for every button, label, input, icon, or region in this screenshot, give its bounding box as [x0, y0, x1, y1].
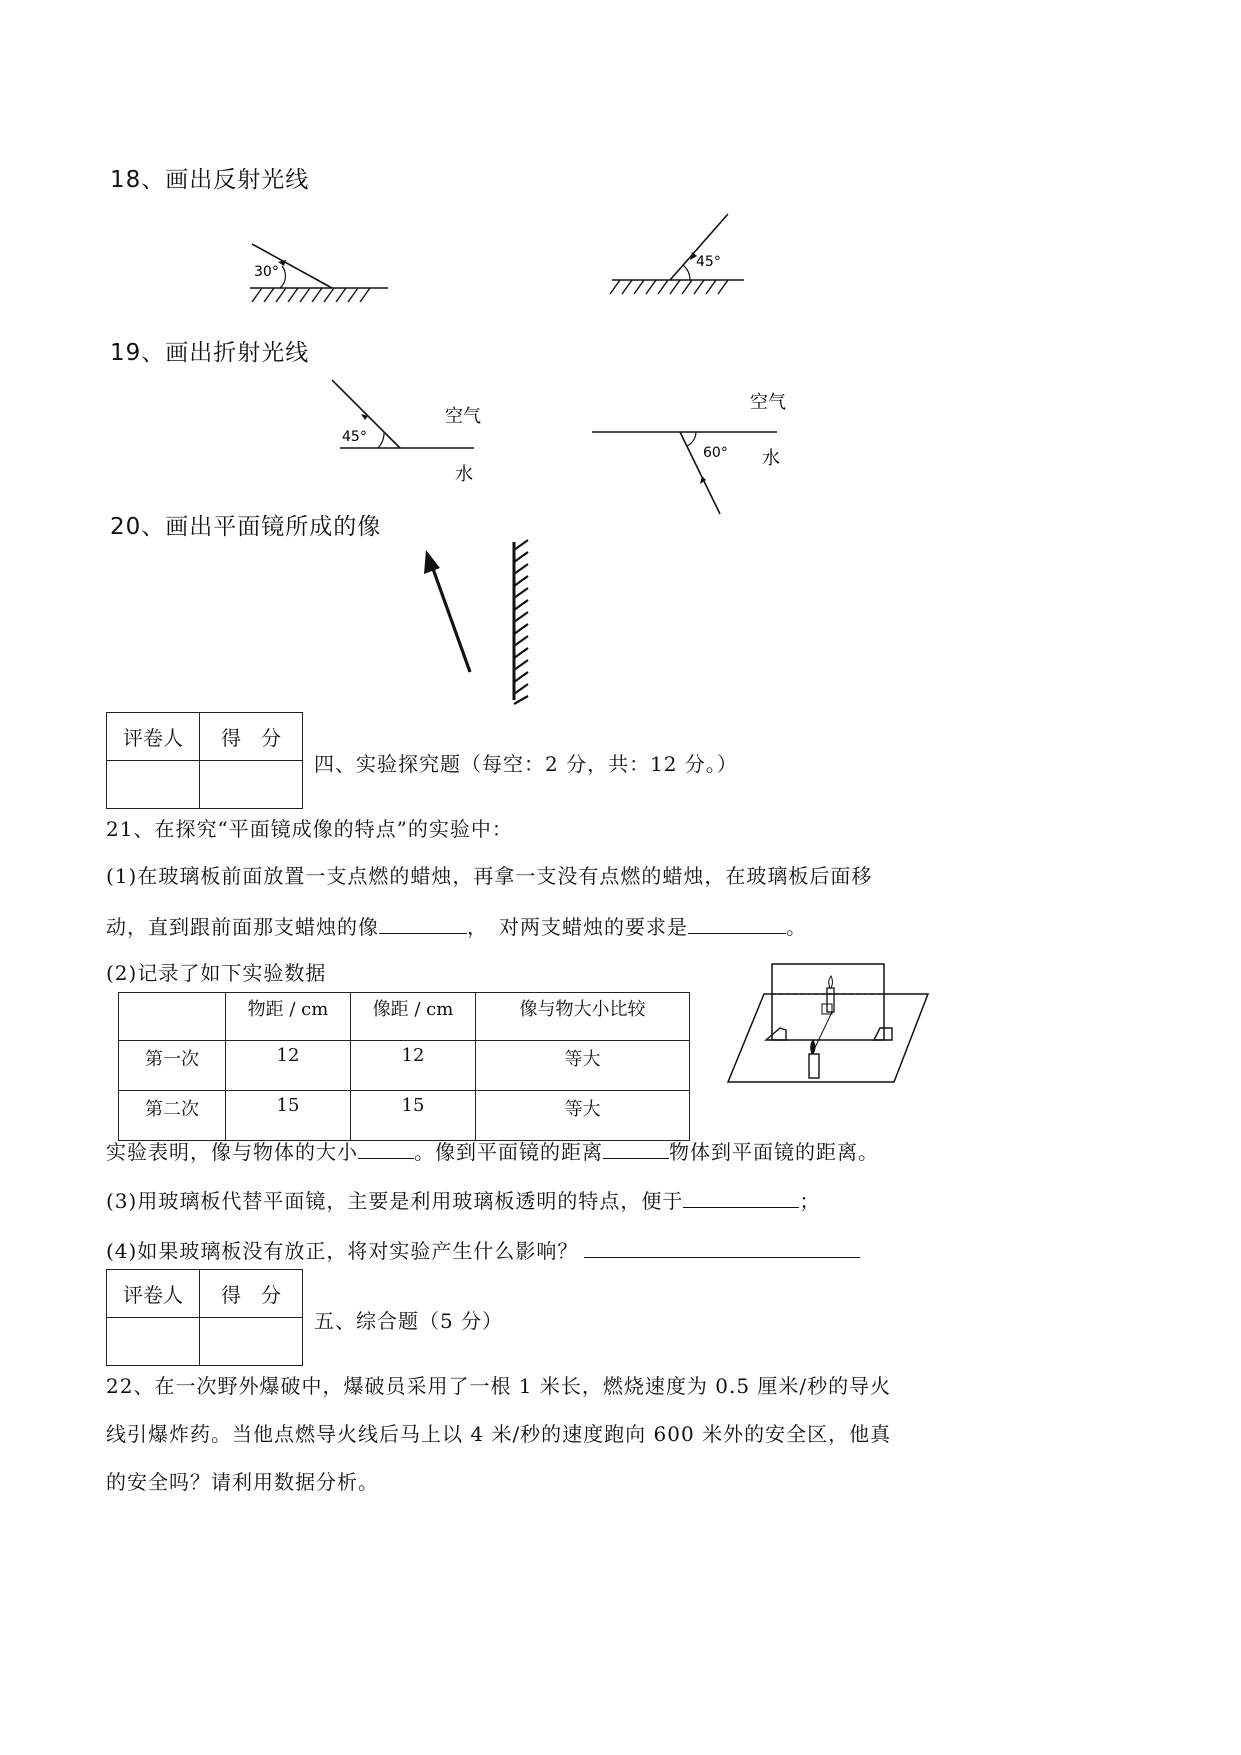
- table-header-cell: [119, 993, 226, 1041]
- q21-glass-plate-blank[interactable]: [683, 1187, 799, 1208]
- q19-title: 19、画出折射光线: [110, 340, 310, 366]
- q21-part3: [106, 1185, 820, 1214]
- q21-conclusion: [106, 1136, 879, 1165]
- q21-conclusion-text-a: 实验表明，像与物体的大小: [106, 1140, 358, 1164]
- q19-refraction-diagram-right: [590, 384, 810, 524]
- section4-grader-label: 评卷人: [107, 713, 200, 761]
- table-cell: 12: [226, 1041, 351, 1091]
- q21-part1-line1: (1)在玻璃板前面放置一支点燃的蜡烛，再拿一支没有点燃的蜡烛，在玻璃板后面移: [106, 864, 873, 888]
- q21-part2-label: (2)记录了如下实验数据: [106, 961, 327, 985]
- section5-heading: 五、综合题（5 分）: [314, 1309, 504, 1333]
- q21-conclusion-text-b: 。像到平面镜的距离: [414, 1140, 603, 1164]
- q21-part4-text: (4)如果玻璃板没有放正，将对实验产生什么影响？: [106, 1239, 579, 1263]
- q18-reflection-diagram-right: [600, 208, 770, 308]
- q19-refraction-diagram-left: [330, 372, 530, 502]
- table-header-row: [119, 993, 690, 1041]
- section4-grader-field[interactable]: [107, 761, 200, 809]
- q19-left-water-label: 水: [455, 464, 473, 485]
- q21-conclusion-text-c: 物体到平面镜的距离。: [669, 1140, 879, 1164]
- q21-part3-text-b: ；: [799, 1189, 821, 1213]
- q21-part1-text-c: 。: [786, 915, 807, 939]
- table-cell: 12: [351, 1041, 476, 1091]
- table-header-cell: 像距 / cm: [351, 993, 476, 1041]
- section4-grader-box: [106, 712, 303, 809]
- table-cell: 第一次: [119, 1041, 226, 1091]
- table-header-cell: 物距 / cm: [226, 993, 351, 1041]
- q21-distance-blank[interactable]: [603, 1138, 669, 1159]
- table-cell: 等大: [476, 1091, 690, 1141]
- section5-grader-box: [106, 1269, 303, 1366]
- table-row: [119, 1091, 690, 1141]
- q21-part1-line2: [106, 911, 807, 940]
- table-cell: 15: [351, 1091, 476, 1141]
- table-row: [119, 1041, 690, 1091]
- q21-part1-text-b: ， 对两支蜡烛的要求是: [467, 915, 688, 939]
- section4-score-label: 得 分: [200, 713, 303, 761]
- section4-heading: 四、实验探究题（每空：2 分，共：12 分。）: [314, 752, 738, 776]
- q21-experiment-apparatus: [724, 958, 934, 1088]
- q21-candle-requirement-blank[interactable]: [688, 913, 786, 934]
- q21-data-table: [118, 992, 690, 1141]
- q20-title: 20、画出平面镜所成的像: [110, 514, 382, 540]
- section5-score-label: 得 分: [200, 1270, 303, 1318]
- table-header-cell: 像与物大小比较: [476, 993, 690, 1041]
- section5-grader-label: 评卷人: [107, 1270, 200, 1318]
- q20-mirror-diagram: [410, 536, 550, 708]
- q19-right-air-label: 空气: [750, 392, 786, 413]
- q22-line3: 的安全吗？请利用数据分析。: [106, 1470, 379, 1494]
- table-cell: 等大: [476, 1041, 690, 1091]
- table-cell: 第二次: [119, 1091, 226, 1141]
- q21-effect-blank[interactable]: [584, 1237, 860, 1258]
- q21-size-blank[interactable]: [358, 1138, 414, 1159]
- q22-line2: 线引爆炸药。当他点燃导火线后马上以 4 米/秒的速度跑向 600 米外的安全区，他真: [106, 1422, 892, 1446]
- q21-part4: [106, 1235, 860, 1264]
- q18-title: 18、画出反射光线: [110, 167, 310, 193]
- q19-left-air-label: 空气: [445, 406, 481, 427]
- q19-left-angle: 45°: [342, 429, 367, 445]
- q22-line1: 22、在一次野外爆破中，爆破员采用了一根 1 米长，燃烧速度为 0.5 厘米/秒的导火: [106, 1374, 892, 1398]
- q21-part3-text-a: (3)用玻璃板代替平面镜，主要是利用玻璃板透明的特点，便于: [106, 1189, 684, 1213]
- section4-score-field[interactable]: [200, 761, 303, 809]
- q21-part1-text-a: 动，直到跟前面那支蜡烛的像: [106, 915, 379, 939]
- q18-left-angle: 30°: [254, 264, 279, 280]
- q18-reflection-diagram-left: [240, 236, 400, 306]
- q21-image-blank[interactable]: [379, 913, 467, 934]
- q19-right-water-label: 水: [762, 448, 780, 469]
- section5-score-field[interactable]: [200, 1318, 303, 1366]
- table-cell: 15: [226, 1091, 351, 1141]
- q19-right-angle: 60°: [703, 445, 728, 461]
- q18-right-angle: 45°: [696, 254, 721, 270]
- q21-intro: 21、在探究“平面镜成像的特点”的实验中：: [106, 817, 513, 841]
- section5-grader-field[interactable]: [107, 1318, 200, 1366]
